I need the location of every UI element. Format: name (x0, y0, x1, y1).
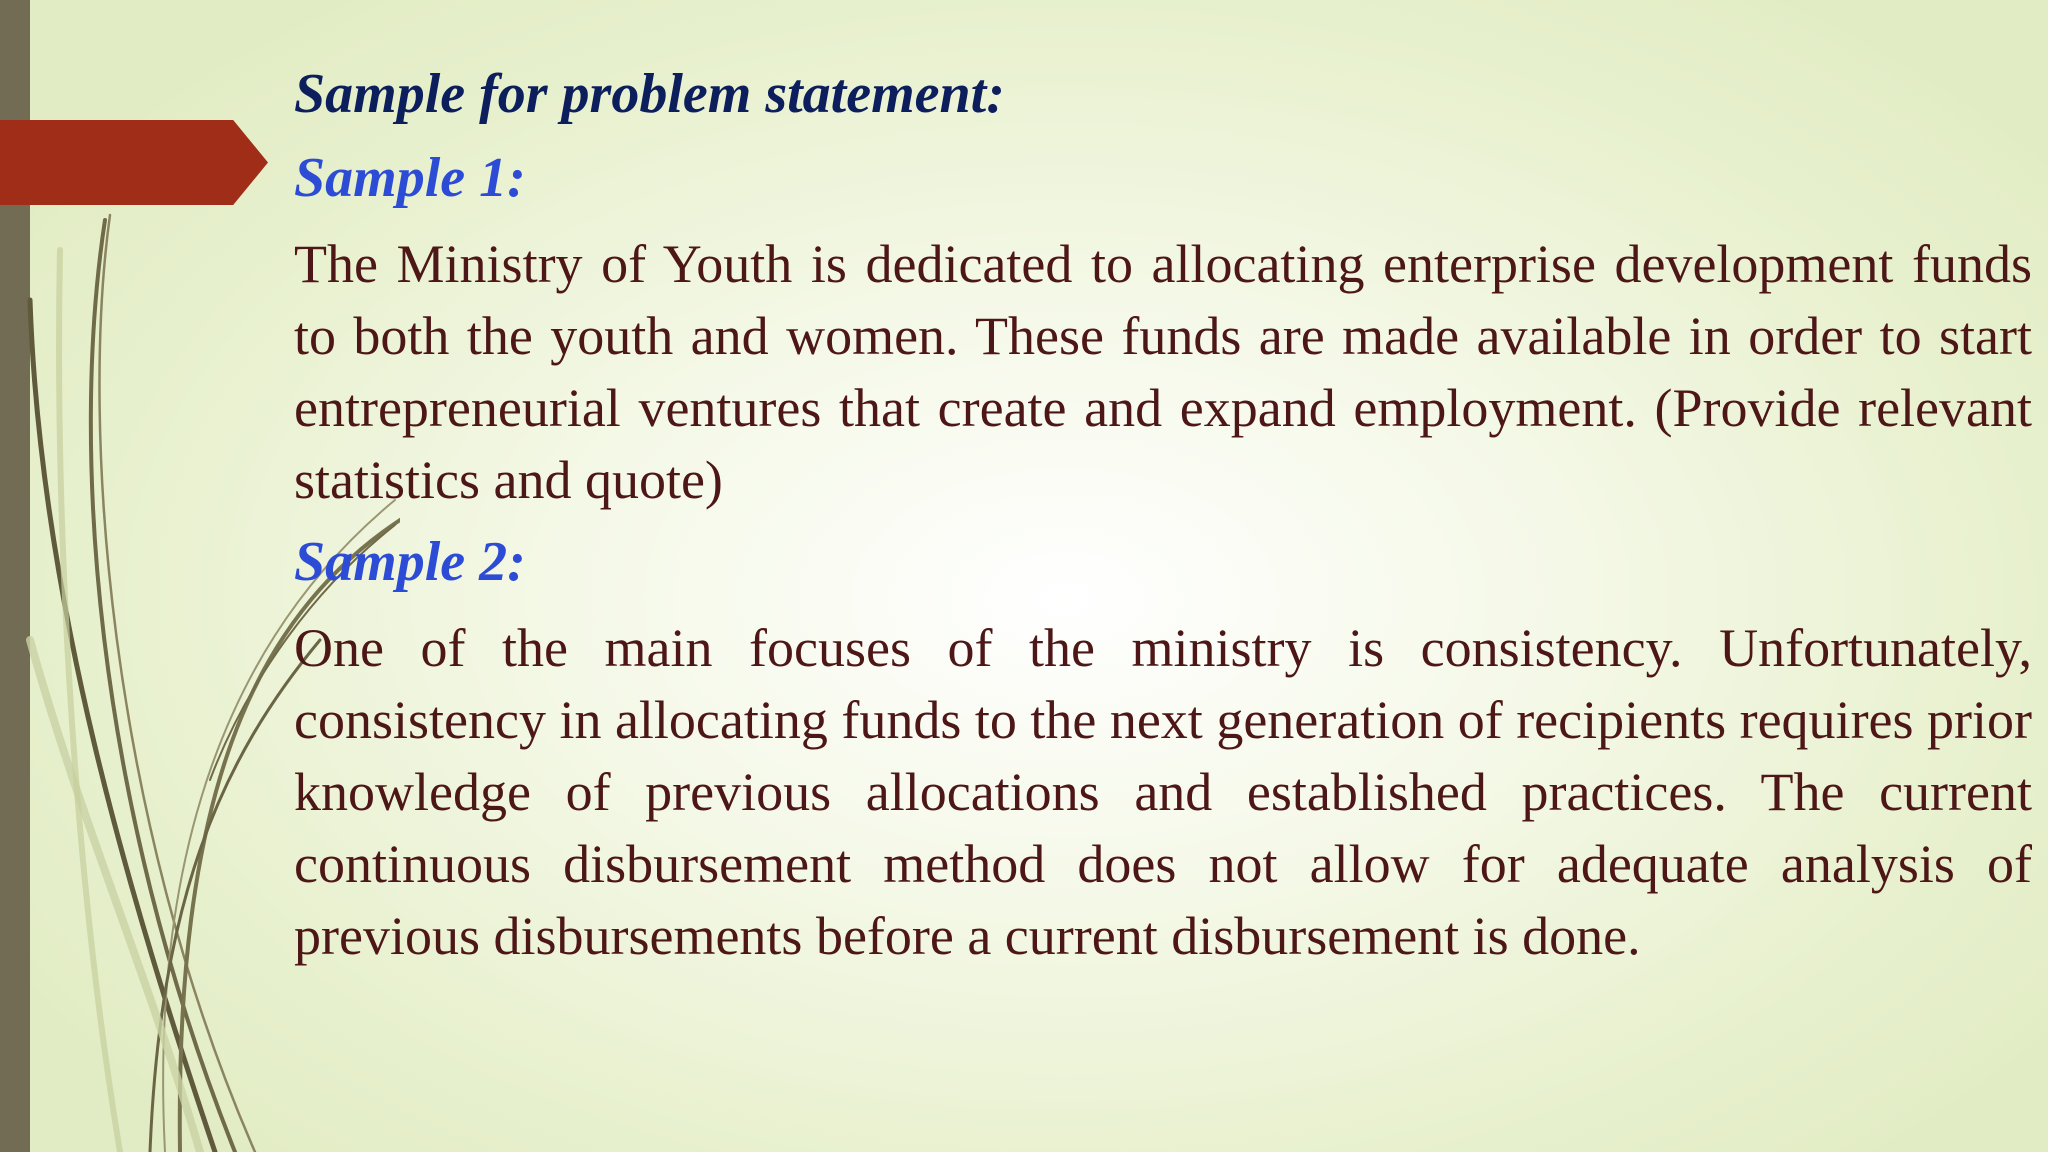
slide-content (294, 56, 2032, 972)
sample-2-label: Sample 2: (294, 531, 526, 593)
sample-1-text: The Ministry of Youth is dedicated to allocating enterprise development funds to both the youth and women. These funds are made available in order to start entrepreneurial ventures that create and expand employment. (Provide relevant statistics and quote) (294, 234, 2032, 510)
arrow-tab (0, 120, 268, 205)
sample-1-label: Sample 1: (294, 147, 526, 209)
slide-heading: Sample for problem statement: (294, 63, 1005, 125)
sample-2-text: One of the main focuses of the ministry is consistency. Unfortunately, consistency in allocating funds to the next generation of recipients requires prior knowledge of previous allocations and established practices. The current continuous disbursement method does not allow for adequate analysis of previous disbursements before a current disbursement is done. (294, 618, 2032, 966)
